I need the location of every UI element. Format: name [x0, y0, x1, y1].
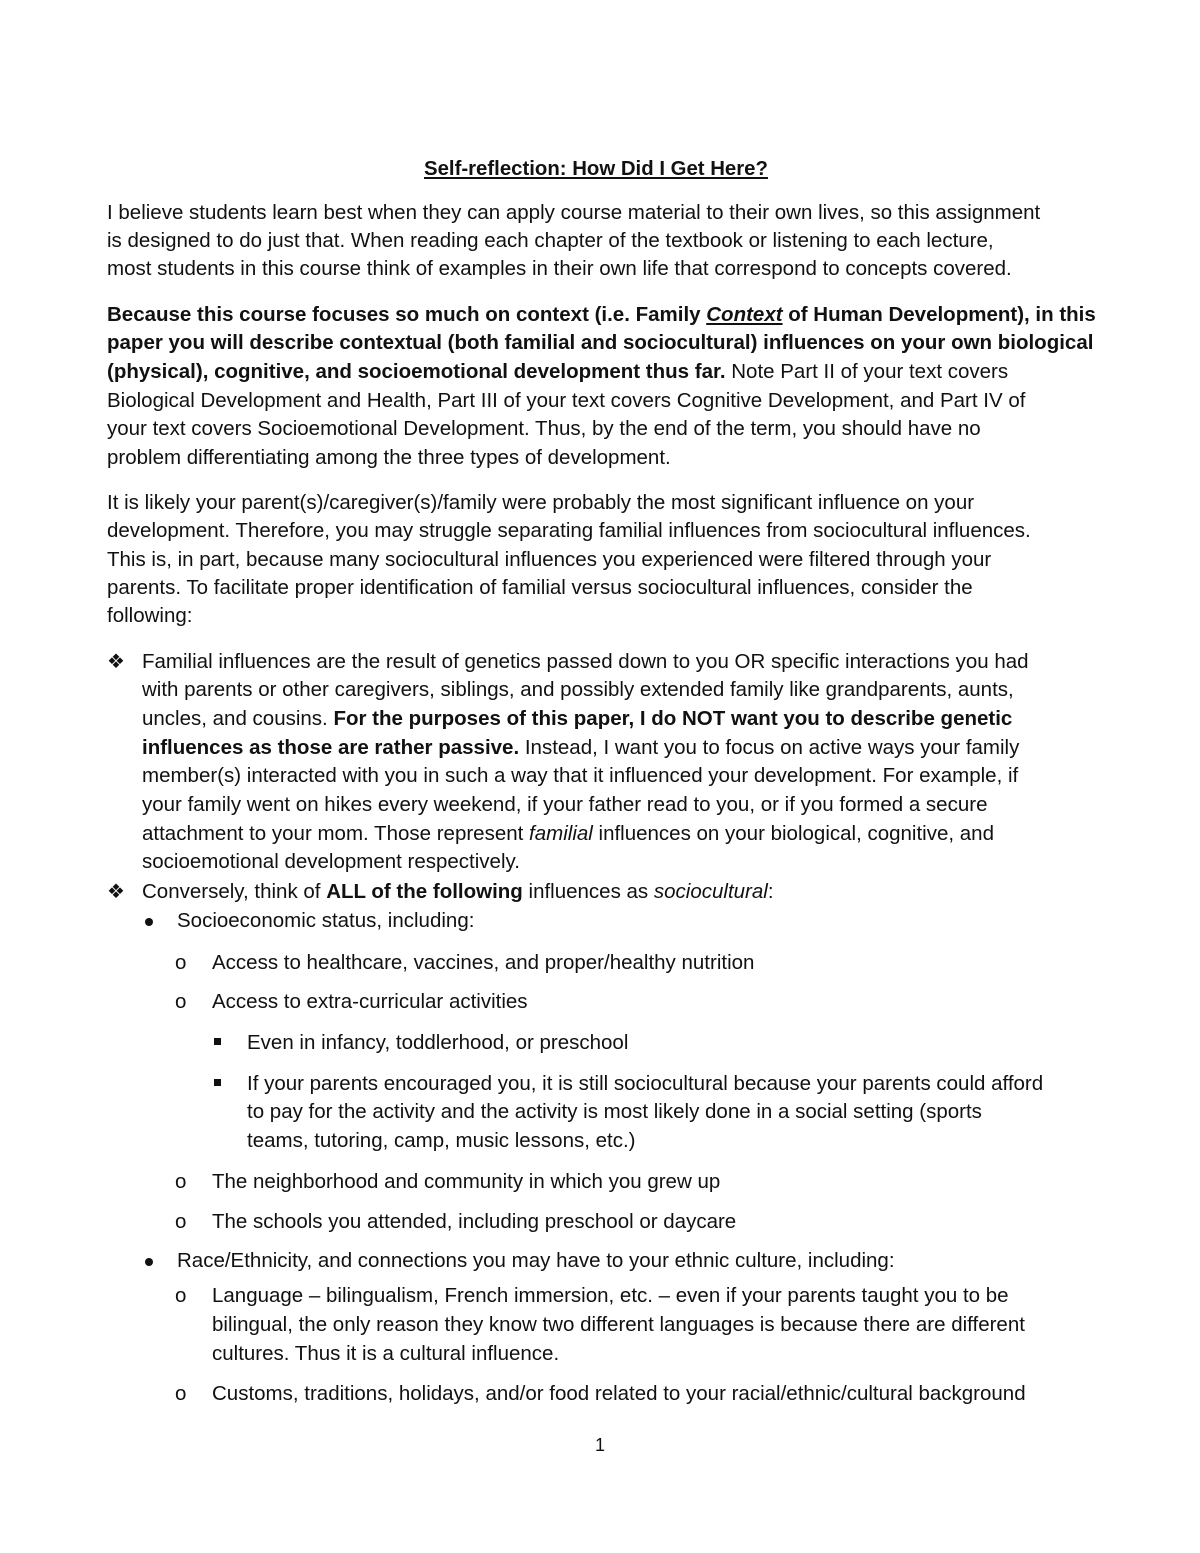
ses-healthcare: Access to healthcare, vaccines, and proper/healthy nutrition [212, 951, 755, 974]
ses-encouraged-line: teams, tutoring, camp, music lessons, etc.) [247, 1129, 636, 1152]
context-line: your text covers Socioemotional Development. Thus, by the end of the term, you should have no [107, 417, 981, 440]
intro-line: most students in this course think of examples in their own life that correspond to concepts covered. [107, 257, 1012, 280]
intro-line: I believe students learn best when they can apply course material to their own lives, so this assignment [107, 201, 1041, 224]
circle-bullet-icon: o [175, 1382, 187, 1405]
circle-bullet-icon: o [175, 1170, 187, 1193]
race-language-line: bilingual, the only reason they know two different languages is because there are different [212, 1313, 1025, 1336]
square-bullet-icon [214, 1038, 221, 1045]
bullet-dot-icon [145, 1258, 153, 1266]
race-customs: Customs, traditions, holidays, and/or food related to your racial/ethnic/cultural background [212, 1382, 1026, 1405]
diamond-bullet-icon: ❖ [107, 881, 125, 903]
ses-encouraged-line: If your parents encouraged you, it is still sociocultural because your parents could afford [247, 1072, 1044, 1095]
ses-neighborhood: The neighborhood and community in which you grew up [212, 1170, 721, 1193]
context-line: paper you will describe contextual (both familial and sociocultural) influences on your own biological [107, 331, 1094, 354]
diamond-bullet-icon: ❖ [107, 651, 125, 673]
likely-line: parents. To facilitate proper identification of familial versus sociocultural influences, consider the [107, 576, 973, 599]
race-label: Race/Ethnicity, and connections you may have to your ethnic culture, including: [177, 1249, 895, 1272]
context-line: Biological Development and Health, Part III of your text covers Cognitive Development, and Part IV of [107, 389, 1026, 412]
likely-line: following: [107, 604, 193, 627]
square-bullet-icon [214, 1079, 221, 1086]
likely-line: This is, in part, because many sociocultural influences you experienced were filtered through your [107, 548, 992, 571]
familial-line: attachment to your mom. Those represent familial influences on your biological, cognitive, and [142, 822, 994, 845]
likely-line: development. Therefore, you may struggle separating familial influences from sociocultural influences. [107, 519, 1031, 542]
ses-encouraged-line: to pay for the activity and the activity is most likely done in a social setting (sports [247, 1100, 982, 1123]
likely-line: It is likely your parent(s)/caregiver(s)/family were probably the most significant influence on your [107, 491, 975, 514]
ses-extra: Access to extra-curricular activities [212, 990, 528, 1013]
circle-bullet-icon: o [175, 1284, 187, 1307]
context-line: problem differentiating among the three types of development. [107, 446, 671, 469]
conversely-line: Conversely, think of ALL of the following influences as sociocultural: [142, 880, 774, 903]
circle-bullet-icon: o [175, 951, 187, 974]
familial-line: uncles, and cousins. For the purposes of this paper, I do NOT want you to describe genetic [142, 707, 1013, 730]
context-line: Because this course focuses so much on context (i.e. Family Context of Human Development), in this [107, 303, 1096, 326]
page-number: 1 [594, 1435, 605, 1455]
familial-line: socioemotional development respectively. [142, 850, 520, 873]
intro-line: is designed to do just that. When reading each chapter of the textbook or listening to each lecture, [107, 229, 994, 252]
race-language-line: Language – bilingualism, French immersion, etc. – even if your parents taught you to be [212, 1284, 1009, 1307]
familial-line: Familial influences are the result of genetics passed down to you OR specific interactions you had [142, 650, 1029, 673]
ses-label: Socioeconomic status, including: [177, 909, 475, 932]
circle-bullet-icon: o [175, 1210, 187, 1233]
familial-line: with parents or other caregivers, siblings, and possibly extended family like grandparents, aunts, [142, 678, 1014, 701]
familial-line: member(s) interacted with you in such a way that it influenced your development. For example, if [142, 764, 1019, 787]
context-line: (physical), cognitive, and socioemotional development thus far. Note Part II of your text covers [107, 360, 1009, 383]
bullet-dot-icon [145, 918, 153, 926]
circle-bullet-icon: o [175, 990, 187, 1013]
page-title: Self-reflection: How Did I Get Here? [423, 157, 768, 180]
ses-schools: The schools you attended, including preschool or daycare [212, 1210, 737, 1233]
familial-line: influences as those are rather passive. Instead, I want you to focus on active ways your family [142, 736, 1020, 759]
race-language-line: cultures. Thus it is a cultural influence. [212, 1342, 560, 1365]
familial-line: your family went on hikes every weekend, if your father read to you, or if you formed a secure [142, 793, 988, 816]
ses-infancy: Even in infancy, toddlerhood, or preschool [247, 1031, 629, 1054]
